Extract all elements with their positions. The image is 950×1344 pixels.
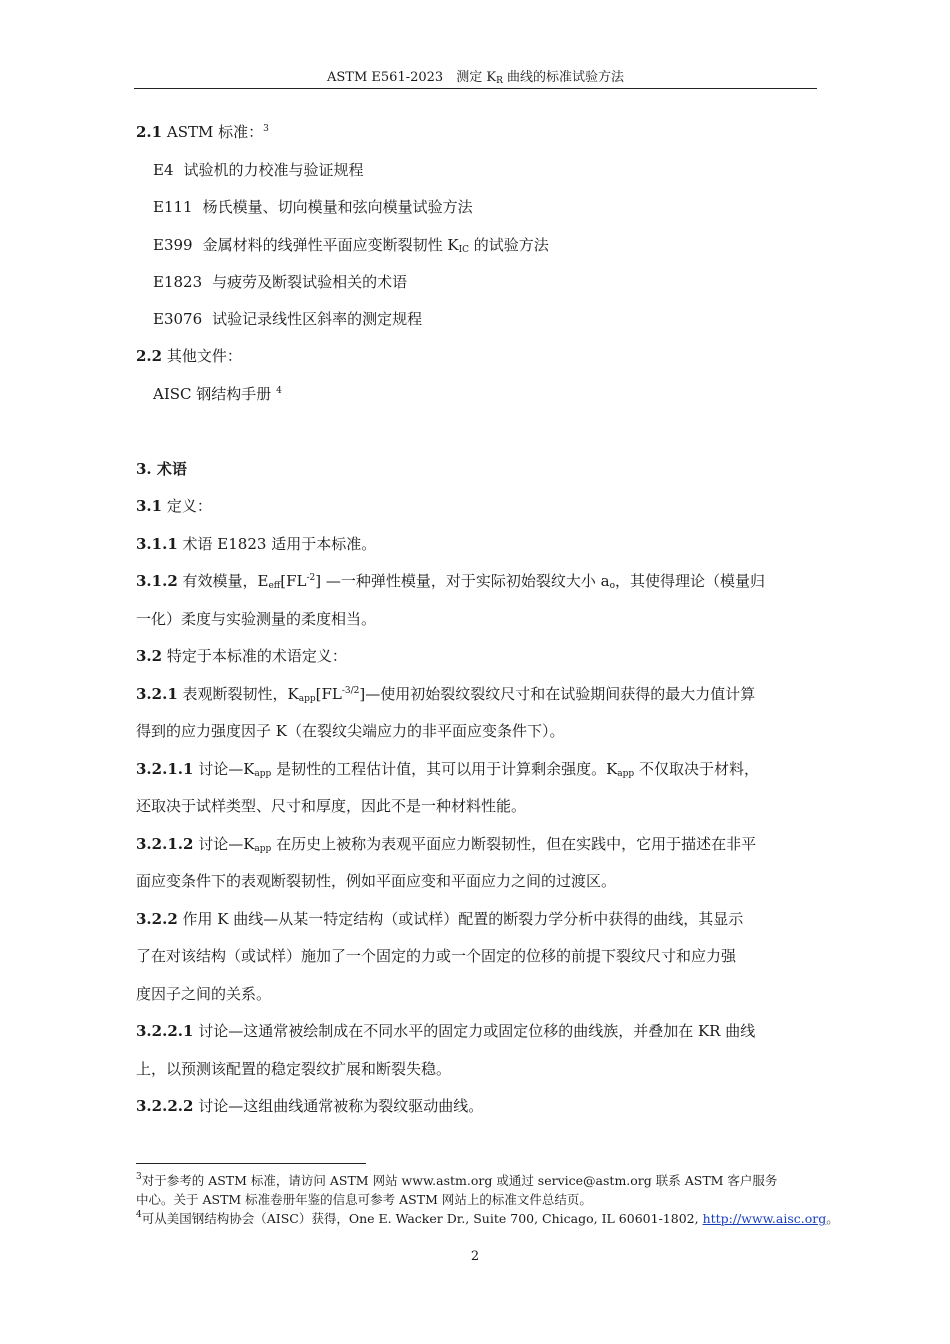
aisc-reference: AISC 钢结构手册 $^4$ (153, 385, 282, 403)
footnote-3-cont: 中心。关于 ASTM 标准卷册年鉴的信息可参考 ASTM 网站上的标准文件总结页。 (136, 1192, 592, 1207)
section-2-1: 2.1 ASTM 标准：$^3$ (136, 123, 269, 141)
section-3-2-1-cont: 得到的应力强度因子 K（在裂纹尖端应力的非平面应变条件下）。 (136, 722, 565, 740)
section-3-2-2: 3.2.2 作用 K 曲线—从某一特定结构（或试样）配置的断裂力学分析中获得的曲线，其显示 (136, 910, 744, 928)
section-3-1: 3.1 定义： (136, 497, 212, 515)
page-number: 2 (470, 1249, 480, 1264)
ref-item: E111 杨氏模量、切向模量和弦向模量试验方法 (153, 198, 473, 216)
section-3-2-2-1-cont: 上，以预测该配置的稳定裂纹扩展和断裂失稳。 (136, 1060, 452, 1078)
section-3-2-2-2: 3.2.2.2 讨论—这组曲线通常被称为裂纹驱动曲线。 (136, 1097, 484, 1115)
section-3-2-2-1: 3.2.2.1 讨论—这通常被绘制成在不同水平的固定力或固定位移的曲线族，并叠加在 KR 曲线 (136, 1022, 756, 1040)
section-3-2: 3.2 特定于本标准的术语定义： (136, 647, 347, 665)
section-3-1-1: 3.1.1 术语 E1823 适用于本标准。 (136, 535, 377, 553)
section-3-1-2: 3.1.2 有效模量，$E_{eff}[FL^{-2}]$ —一种弹性模量，对于实际初始裂纹大小 $a_o$，其使得理论（模量归 (136, 572, 766, 591)
section-3-2-1-1: 3.2.1.1 讨论$—K_{app}$ 是韧性的工程估计值，其可以用于计算剩余强度。$K_{app}$ 不仅取决于材料， (136, 760, 759, 779)
running-header: ASTM E561-2023 测定 $K_R$ 曲线的标准试验方法 (327, 70, 624, 86)
section-3-2-1: 3.2.1 表观断裂韧性，$K_{app}[FL^{-3/2}]—$使用初始裂纹裂纹尺寸和在试验期间获得的最大力值计算 (136, 685, 756, 704)
ref-item: E1823 与疲劳及断裂试验相关的术语 (153, 273, 408, 291)
section-3-2-1-2-cont: 面应变条件下的表观断裂韧性，例如平面应变和平面应力之间的过渡区。 (136, 872, 617, 890)
footnote-3: $^3$对于参考的 ASTM 标准，请访问 ASTM 网站 www.astm.org 或通过 service@astm.org 联系 ASTM 客户服务 (136, 1172, 778, 1188)
header-rule (134, 88, 817, 89)
section-3-2-1-2: 3.2.1.2 讨论$—K_{app}$ 在历史上被称为表观平面应力断裂韧性，但在实践中，它用于描述在非平 (136, 835, 757, 854)
footnote-4: $^4$可从美国钢结构协会（AISC）获得，One E. Wacker Dr., Suite 700, Chicago, IL 60601-1802, http://www.aisc.org。 (136, 1210, 839, 1226)
section-3-2-1-1-cont: 还取决于试样类型、尺寸和厚度，因此不是一种材料性能。 (136, 797, 527, 815)
section-3-2-2-cont: 度因子之间的关系。 (136, 985, 272, 1003)
section-3-2-2-cont: 了在对该结构（或试样）施加了一个固定的力或一个固定的位移的前提下裂纹尺寸和应力强 (136, 947, 737, 965)
section-3-1-2-cont: 一化）柔度与实验测量的柔度相当。 (136, 610, 377, 628)
footnote-rule (136, 1163, 366, 1164)
section-3-heading: 3. 术语 (136, 460, 187, 478)
ref-item: E399 金属材料的线弹性平面应变断裂韧性 $K_{IC}$ 的试验方法 (153, 236, 549, 255)
ref-item: E4 试验机的力校准与验证规程 (153, 161, 364, 179)
section-2-2: 2.2 其他文件： (136, 347, 242, 365)
aisc-link[interactable]: http://www.aisc.org (702, 1211, 827, 1226)
ref-item: E3076 试验记录线性区斜率的测定规程 (153, 310, 423, 328)
